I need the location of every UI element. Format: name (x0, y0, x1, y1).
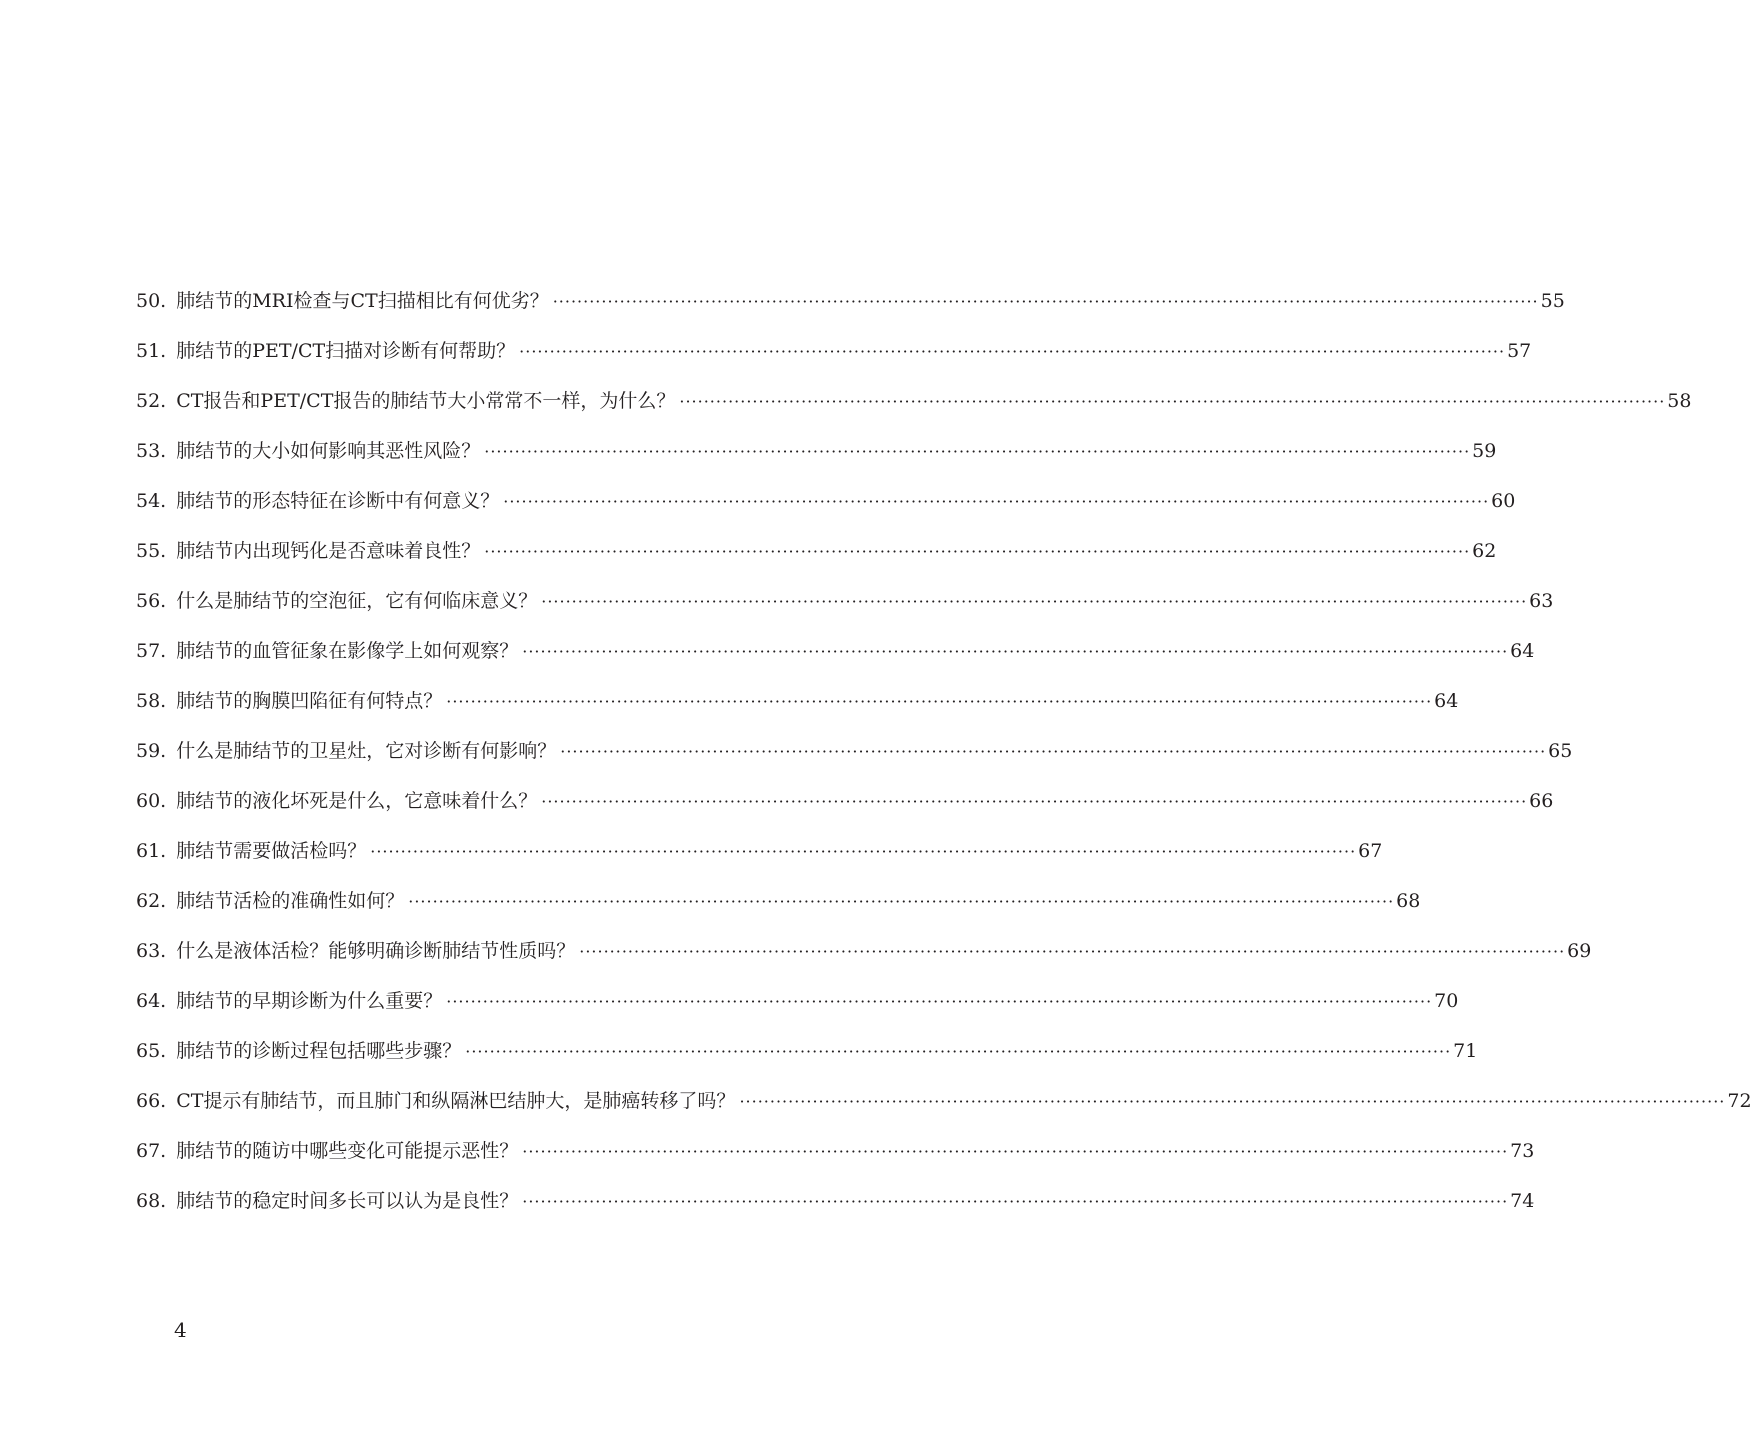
table-of-contents (136, 284, 1752, 1234)
entry-number: 66. (136, 1090, 167, 1112)
entry-title: 肺结节的血管征象在影像学上如何观察？ (176, 640, 519, 662)
entry-number: 65. (136, 1040, 167, 1062)
entry-page-number: 63 (1529, 590, 1554, 612)
entry-number: 68. (136, 1190, 167, 1212)
toc-entry (136, 684, 1459, 734)
entry-page-number: 58 (1667, 390, 1692, 412)
entry-number: 51. (136, 340, 167, 362)
entry-page-number: 74 (1510, 1190, 1535, 1212)
dot-leader (446, 685, 1432, 719)
entry-title: 肺结节的胸膜凹陷征有何特点？ (176, 690, 443, 712)
dot-leader (519, 335, 1505, 369)
entry-page-number: 60 (1491, 490, 1516, 512)
entry-page-number: 72 (1727, 1090, 1752, 1112)
dot-leader (541, 585, 1527, 619)
dot-leader (679, 385, 1665, 419)
dot-leader (484, 435, 1470, 469)
dot-leader (541, 785, 1527, 819)
entry-page-number: 67 (1358, 840, 1383, 862)
dot-leader (408, 885, 1394, 919)
page-number: 4 (174, 1318, 187, 1342)
entry-title: 肺结节的MRI检查与CT扫描相比有何优劣？ (176, 290, 549, 312)
entry-page-number: 73 (1510, 1140, 1535, 1162)
toc-entry (136, 1084, 1752, 1134)
dot-leader (465, 1035, 1451, 1069)
entry-number: 59. (136, 740, 167, 762)
dot-leader (579, 935, 1565, 969)
entry-number: 50. (136, 290, 167, 312)
entry-number: 61. (136, 840, 167, 862)
entry-number: 60. (136, 790, 167, 812)
entry-number: 62. (136, 890, 167, 912)
entry-title: CT报告和PET/CT报告的肺结节大小常常不一样，为什么？ (176, 390, 676, 412)
toc-entry (136, 1034, 1478, 1084)
entry-title: 什么是肺结节的卫星灶，它对诊断有何影响？ (176, 740, 557, 762)
dot-leader (739, 1085, 1725, 1119)
toc-entry (136, 534, 1497, 584)
entry-title: 肺结节内出现钙化是否意味着良性？ (176, 540, 481, 562)
toc-entry (136, 734, 1573, 784)
entry-title: 肺结节活检的准确性如何？ (176, 890, 405, 912)
entry-number: 63. (136, 940, 167, 962)
entry-page-number: 64 (1510, 640, 1535, 662)
toc-entry (136, 1184, 1535, 1234)
entry-title: 肺结节的PET/CT扫描对诊断有何帮助？ (176, 340, 516, 362)
toc-entry (136, 784, 1554, 834)
entry-title: CT提示有肺结节，而且肺门和纵隔淋巴结肿大，是肺癌转移了吗？ (176, 1090, 736, 1112)
dot-leader (503, 485, 1489, 519)
entry-title: 肺结节的稳定时间多长可以认为是良性？ (176, 1190, 519, 1212)
toc-entry (136, 284, 1565, 334)
entry-title: 肺结节的诊断过程包括哪些步骤？ (176, 1040, 462, 1062)
entry-page-number: 59 (1472, 440, 1497, 462)
entry-number: 67. (136, 1140, 167, 1162)
toc-entry (136, 484, 1516, 534)
entry-page-number: 64 (1434, 690, 1459, 712)
entry-title: 什么是液体活检？能够明确诊断肺结节性质吗？ (176, 940, 576, 962)
toc-entry (136, 634, 1535, 684)
entry-title: 肺结节需要做活检吗？ (176, 840, 367, 862)
dot-leader (522, 1185, 1508, 1219)
entry-page-number: 62 (1472, 540, 1497, 562)
entry-page-number: 71 (1453, 1040, 1478, 1062)
entry-page-number: 68 (1396, 890, 1421, 912)
dot-leader (522, 635, 1508, 669)
entry-title: 肺结节的大小如何影响其恶性风险？ (176, 440, 481, 462)
toc-entry (136, 434, 1497, 484)
dot-leader (484, 535, 1470, 569)
entry-number: 54. (136, 490, 167, 512)
entry-page-number: 69 (1567, 940, 1592, 962)
entry-number: 53. (136, 440, 167, 462)
entry-title: 肺结节的随访中哪些变化可能提示恶性？ (176, 1140, 519, 1162)
toc-entry (136, 884, 1421, 934)
toc-entry (136, 384, 1692, 434)
dot-leader (560, 735, 1546, 769)
entry-title: 肺结节的早期诊断为什么重要？ (176, 990, 443, 1012)
entry-title: 肺结节的液化坏死是什么，它意味着什么？ (176, 790, 538, 812)
entry-page-number: 70 (1434, 990, 1459, 1012)
toc-entry (136, 834, 1383, 884)
dot-leader (522, 1135, 1508, 1169)
entry-number: 55. (136, 540, 167, 562)
entry-page-number: 65 (1548, 740, 1573, 762)
entry-number: 52. (136, 390, 167, 412)
entry-title: 什么是肺结节的空泡征，它有何临床意义？ (176, 590, 538, 612)
toc-entry (136, 1134, 1535, 1184)
entry-number: 57. (136, 640, 167, 662)
toc-entry (136, 334, 1532, 384)
entry-number: 56. (136, 590, 167, 612)
toc-entry (136, 934, 1592, 984)
entry-page-number: 57 (1507, 340, 1532, 362)
dot-leader (553, 285, 1539, 319)
dot-leader (370, 835, 1356, 869)
entry-page-number: 66 (1529, 790, 1554, 812)
entry-number: 58. (136, 690, 167, 712)
dot-leader (446, 985, 1432, 1019)
toc-entry (136, 984, 1459, 1034)
entry-page-number: 55 (1540, 290, 1565, 312)
entry-number: 64. (136, 990, 167, 1012)
toc-entry (136, 584, 1554, 634)
entry-title: 肺结节的形态特征在诊断中有何意义？ (176, 490, 500, 512)
